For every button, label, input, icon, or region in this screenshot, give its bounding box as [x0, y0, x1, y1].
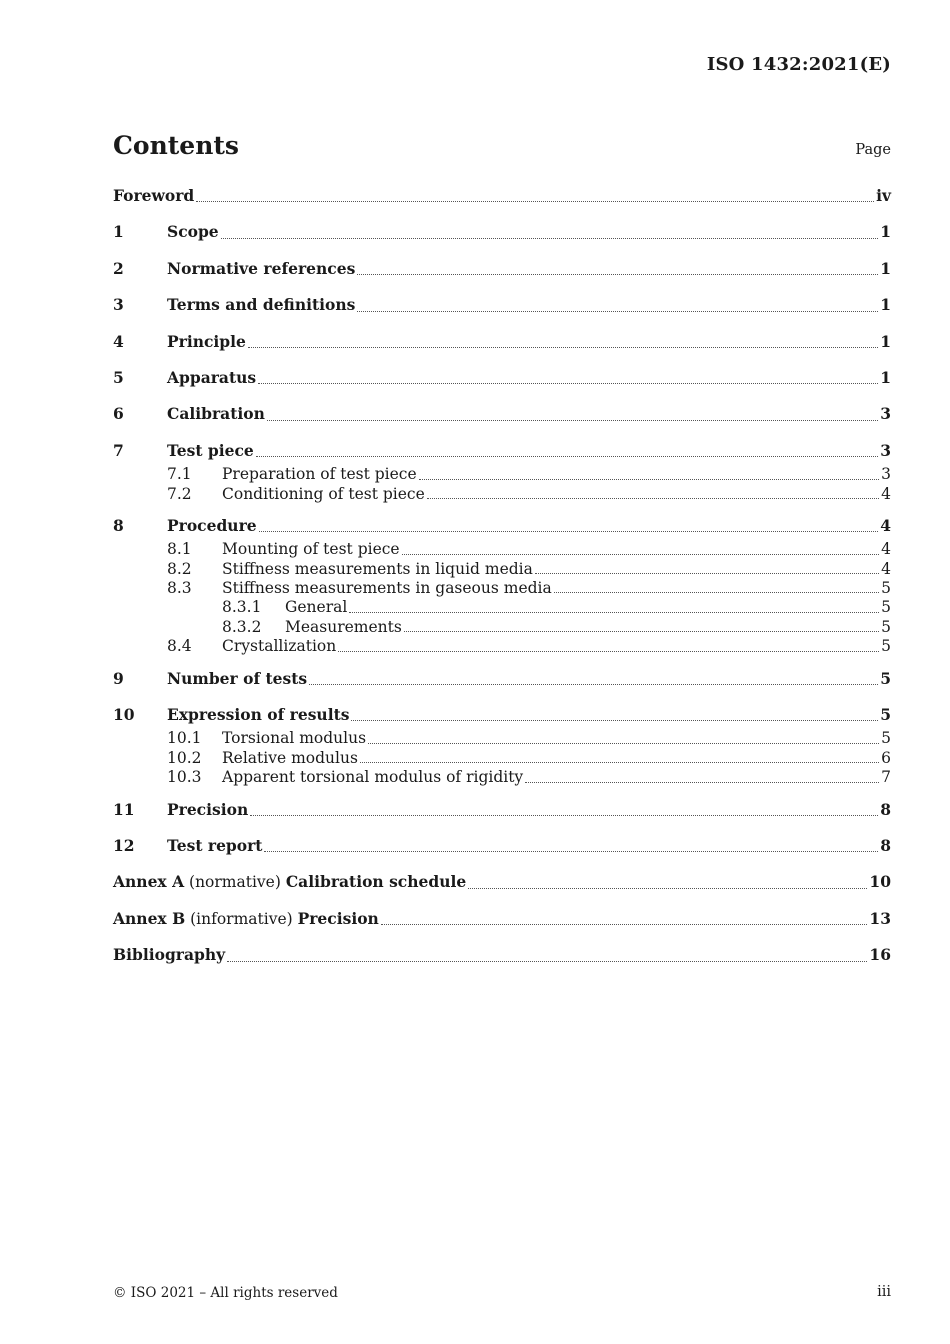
toc-entry-page: 5 [881, 637, 891, 656]
toc-entry-number: 4 [113, 331, 124, 351]
toc-entry-title: Apparatus [167, 367, 257, 387]
toc-entry-title: Precision [167, 799, 249, 819]
toc-entry-number: 8 [113, 515, 124, 535]
toc-entry-number: 8.3 [167, 579, 192, 598]
toc-entry-number: 6 [113, 404, 124, 424]
toc-entry[interactable] [113, 579, 891, 598]
toc-entry[interactable] [113, 437, 891, 465]
toc-entry-page: 16 [869, 945, 891, 965]
toc-entry[interactable] [113, 729, 891, 748]
toc-entry[interactable] [113, 182, 891, 210]
toc-entry-page: 1 [880, 331, 891, 351]
toc-entry-page: 3 [881, 465, 891, 484]
toc-entry[interactable] [113, 485, 891, 504]
toc-entry-title: Scope [167, 222, 219, 242]
toc-entry-title: Crystallization [222, 637, 337, 656]
dot-leader [427, 497, 879, 499]
table-of-contents [113, 182, 891, 970]
toc-entry-title: Normative references [167, 258, 356, 278]
toc-entry-page: 5 [881, 579, 891, 598]
toc-entry-number: 8.3.2 [222, 617, 262, 636]
toc-entry-title: Measurements [285, 617, 402, 636]
toc-entry-page: 13 [869, 908, 891, 928]
toc-entry-page: 5 [881, 598, 891, 617]
dot-leader [419, 478, 879, 480]
toc-entry-number: 9 [113, 668, 124, 688]
toc-entry[interactable] [113, 465, 891, 484]
toc-entry-page: 4 [881, 540, 891, 559]
toc-entry-number: 10.1 [167, 729, 202, 748]
contents-title: Contents [113, 131, 240, 160]
toc-entry[interactable] [113, 512, 891, 540]
toc-entry-page: 1 [880, 222, 891, 242]
toc-entry[interactable] [113, 400, 891, 428]
toc-entry-title: Stiffness measurements in gaseous media [222, 579, 552, 598]
toc-entry-title: Relative modulus [222, 748, 358, 767]
toc-entry-number: 2 [113, 258, 124, 278]
dot-leader [309, 683, 878, 685]
toc-entry-title: Bibliography [113, 945, 226, 965]
toc-entry-number: 1 [113, 222, 124, 242]
toc-entry[interactable] [113, 364, 891, 392]
toc-entry-page: 5 [881, 617, 891, 636]
dot-leader [351, 719, 878, 721]
toc-entry-title: Expression of results [167, 705, 350, 725]
toc-entry-number: 10 [113, 705, 135, 725]
toc-entry-page: 1 [880, 295, 891, 315]
annex-title: Precision [297, 908, 379, 928]
dot-leader [468, 887, 867, 889]
toc-entry-title: Mounting of test piece [222, 540, 400, 559]
toc-entry[interactable] [113, 637, 891, 656]
annex-type: (normative) [184, 873, 286, 892]
toc-entry-page: 5 [880, 668, 891, 688]
annex-label: Annex B [113, 908, 186, 928]
toc-entry-title: Test report [167, 835, 263, 855]
dot-leader [349, 611, 879, 613]
annex-type: (informative) [185, 909, 298, 928]
toc-entry[interactable] [113, 701, 891, 729]
toc-entry-title: Principle [167, 331, 246, 351]
toc-entry-page: 8 [880, 799, 891, 819]
dot-leader [357, 273, 878, 275]
toc-entry-title: Terms and definitions [167, 295, 356, 315]
toc-entry-title: Foreword [113, 186, 195, 205]
toc-entry-number: 8.2 [167, 559, 192, 578]
document-id: ISO 1432:2021(E) [706, 54, 891, 75]
toc-entry-page: iv [876, 186, 891, 205]
dot-leader [357, 310, 878, 312]
dot-leader [196, 200, 874, 202]
dot-leader [338, 650, 879, 652]
toc-entry-number: 7.2 [167, 484, 192, 503]
toc-entry-page: 8 [880, 835, 891, 855]
toc-entry[interactable] [113, 665, 891, 693]
dot-leader [381, 923, 868, 925]
dot-leader [259, 530, 879, 532]
footer-page-number: iii [877, 1284, 891, 1300]
toc-entry[interactable] [113, 941, 891, 969]
toc-entry-page: 4 [881, 484, 891, 503]
toc-entry-page: 4 [881, 559, 891, 578]
toc-entry[interactable] [113, 868, 891, 896]
dot-leader [360, 761, 879, 763]
toc-entry[interactable] [113, 796, 891, 824]
dot-leader [368, 742, 879, 744]
dot-leader [525, 781, 879, 783]
toc-entry[interactable] [113, 328, 891, 356]
toc-entry-page: 5 [881, 729, 891, 748]
toc-entry-number: 12 [113, 835, 135, 855]
toc-entry-page: 5 [880, 705, 891, 725]
toc-entry-title: Torsional modulus [222, 729, 367, 748]
toc-entry-title: Preparation of test piece [222, 465, 417, 484]
toc-entry-page: 1 [880, 258, 891, 278]
dot-leader [404, 630, 879, 632]
toc-entry-title: Number of tests [167, 668, 308, 688]
toc-entry-number: 8.1 [167, 540, 192, 559]
toc-entry-title: Procedure [167, 515, 257, 535]
toc-entry-page: 3 [880, 440, 891, 460]
toc-entry-page: 3 [880, 404, 891, 424]
toc-entry[interactable] [113, 618, 891, 637]
toc-entry-title: Stiffness measurements in liquid media [222, 559, 533, 578]
toc-entry-number: 10.3 [167, 768, 202, 787]
toc-entry-number: 7.1 [167, 465, 192, 484]
toc-entry-number: 10.2 [167, 748, 202, 767]
dot-leader [402, 553, 879, 555]
toc-entry-number: 8.3.1 [222, 598, 262, 617]
page-column-label: Page [855, 142, 891, 158]
toc-entry[interactable] [113, 598, 891, 617]
toc-entry-page: 4 [880, 515, 891, 535]
dot-leader [535, 572, 879, 574]
toc-entry[interactable] [113, 749, 891, 768]
dot-leader [227, 960, 867, 962]
toc-entry-number: 3 [113, 295, 124, 315]
dot-leader [258, 382, 878, 384]
toc-entry-title [113, 868, 466, 896]
toc-entry-title: Conditioning of test piece [222, 484, 425, 503]
toc-entry[interactable] [113, 540, 891, 559]
toc-entry[interactable] [113, 832, 891, 860]
toc-entry-page: 7 [881, 768, 891, 787]
toc-entry[interactable] [113, 905, 891, 933]
toc-entry[interactable] [113, 291, 891, 319]
toc-entry[interactable] [113, 255, 891, 283]
dot-leader [248, 346, 878, 348]
toc-entry-number: 5 [113, 367, 124, 387]
toc-entry-number: 11 [113, 799, 135, 819]
toc-entry-title [113, 905, 379, 933]
dot-leader [267, 419, 878, 421]
toc-entry-page: 10 [869, 872, 891, 892]
dot-leader [264, 850, 878, 852]
toc-entry-title: Calibration [167, 404, 265, 424]
dot-leader [250, 814, 878, 816]
toc-entry[interactable] [113, 218, 891, 246]
footer-copyright: © ISO 2021 – All rights reserved [113, 1285, 338, 1301]
dot-leader [221, 237, 879, 239]
toc-entry-title: Test piece [167, 440, 254, 460]
toc-entry-title: Apparent torsional modulus of rigidity [222, 768, 524, 787]
toc-entry-number: 8.4 [167, 637, 192, 656]
toc-entry-page: 6 [881, 748, 891, 767]
toc-entry-number: 7 [113, 440, 124, 460]
toc-entry-page: 1 [880, 367, 891, 387]
annex-label: Annex A [113, 872, 185, 892]
toc-entry[interactable] [113, 768, 891, 787]
dot-leader [256, 455, 878, 457]
toc-entry-title: General [285, 598, 348, 617]
toc-entry[interactable] [113, 560, 891, 579]
annex-title: Calibration schedule [285, 872, 467, 892]
dot-leader [554, 591, 879, 593]
